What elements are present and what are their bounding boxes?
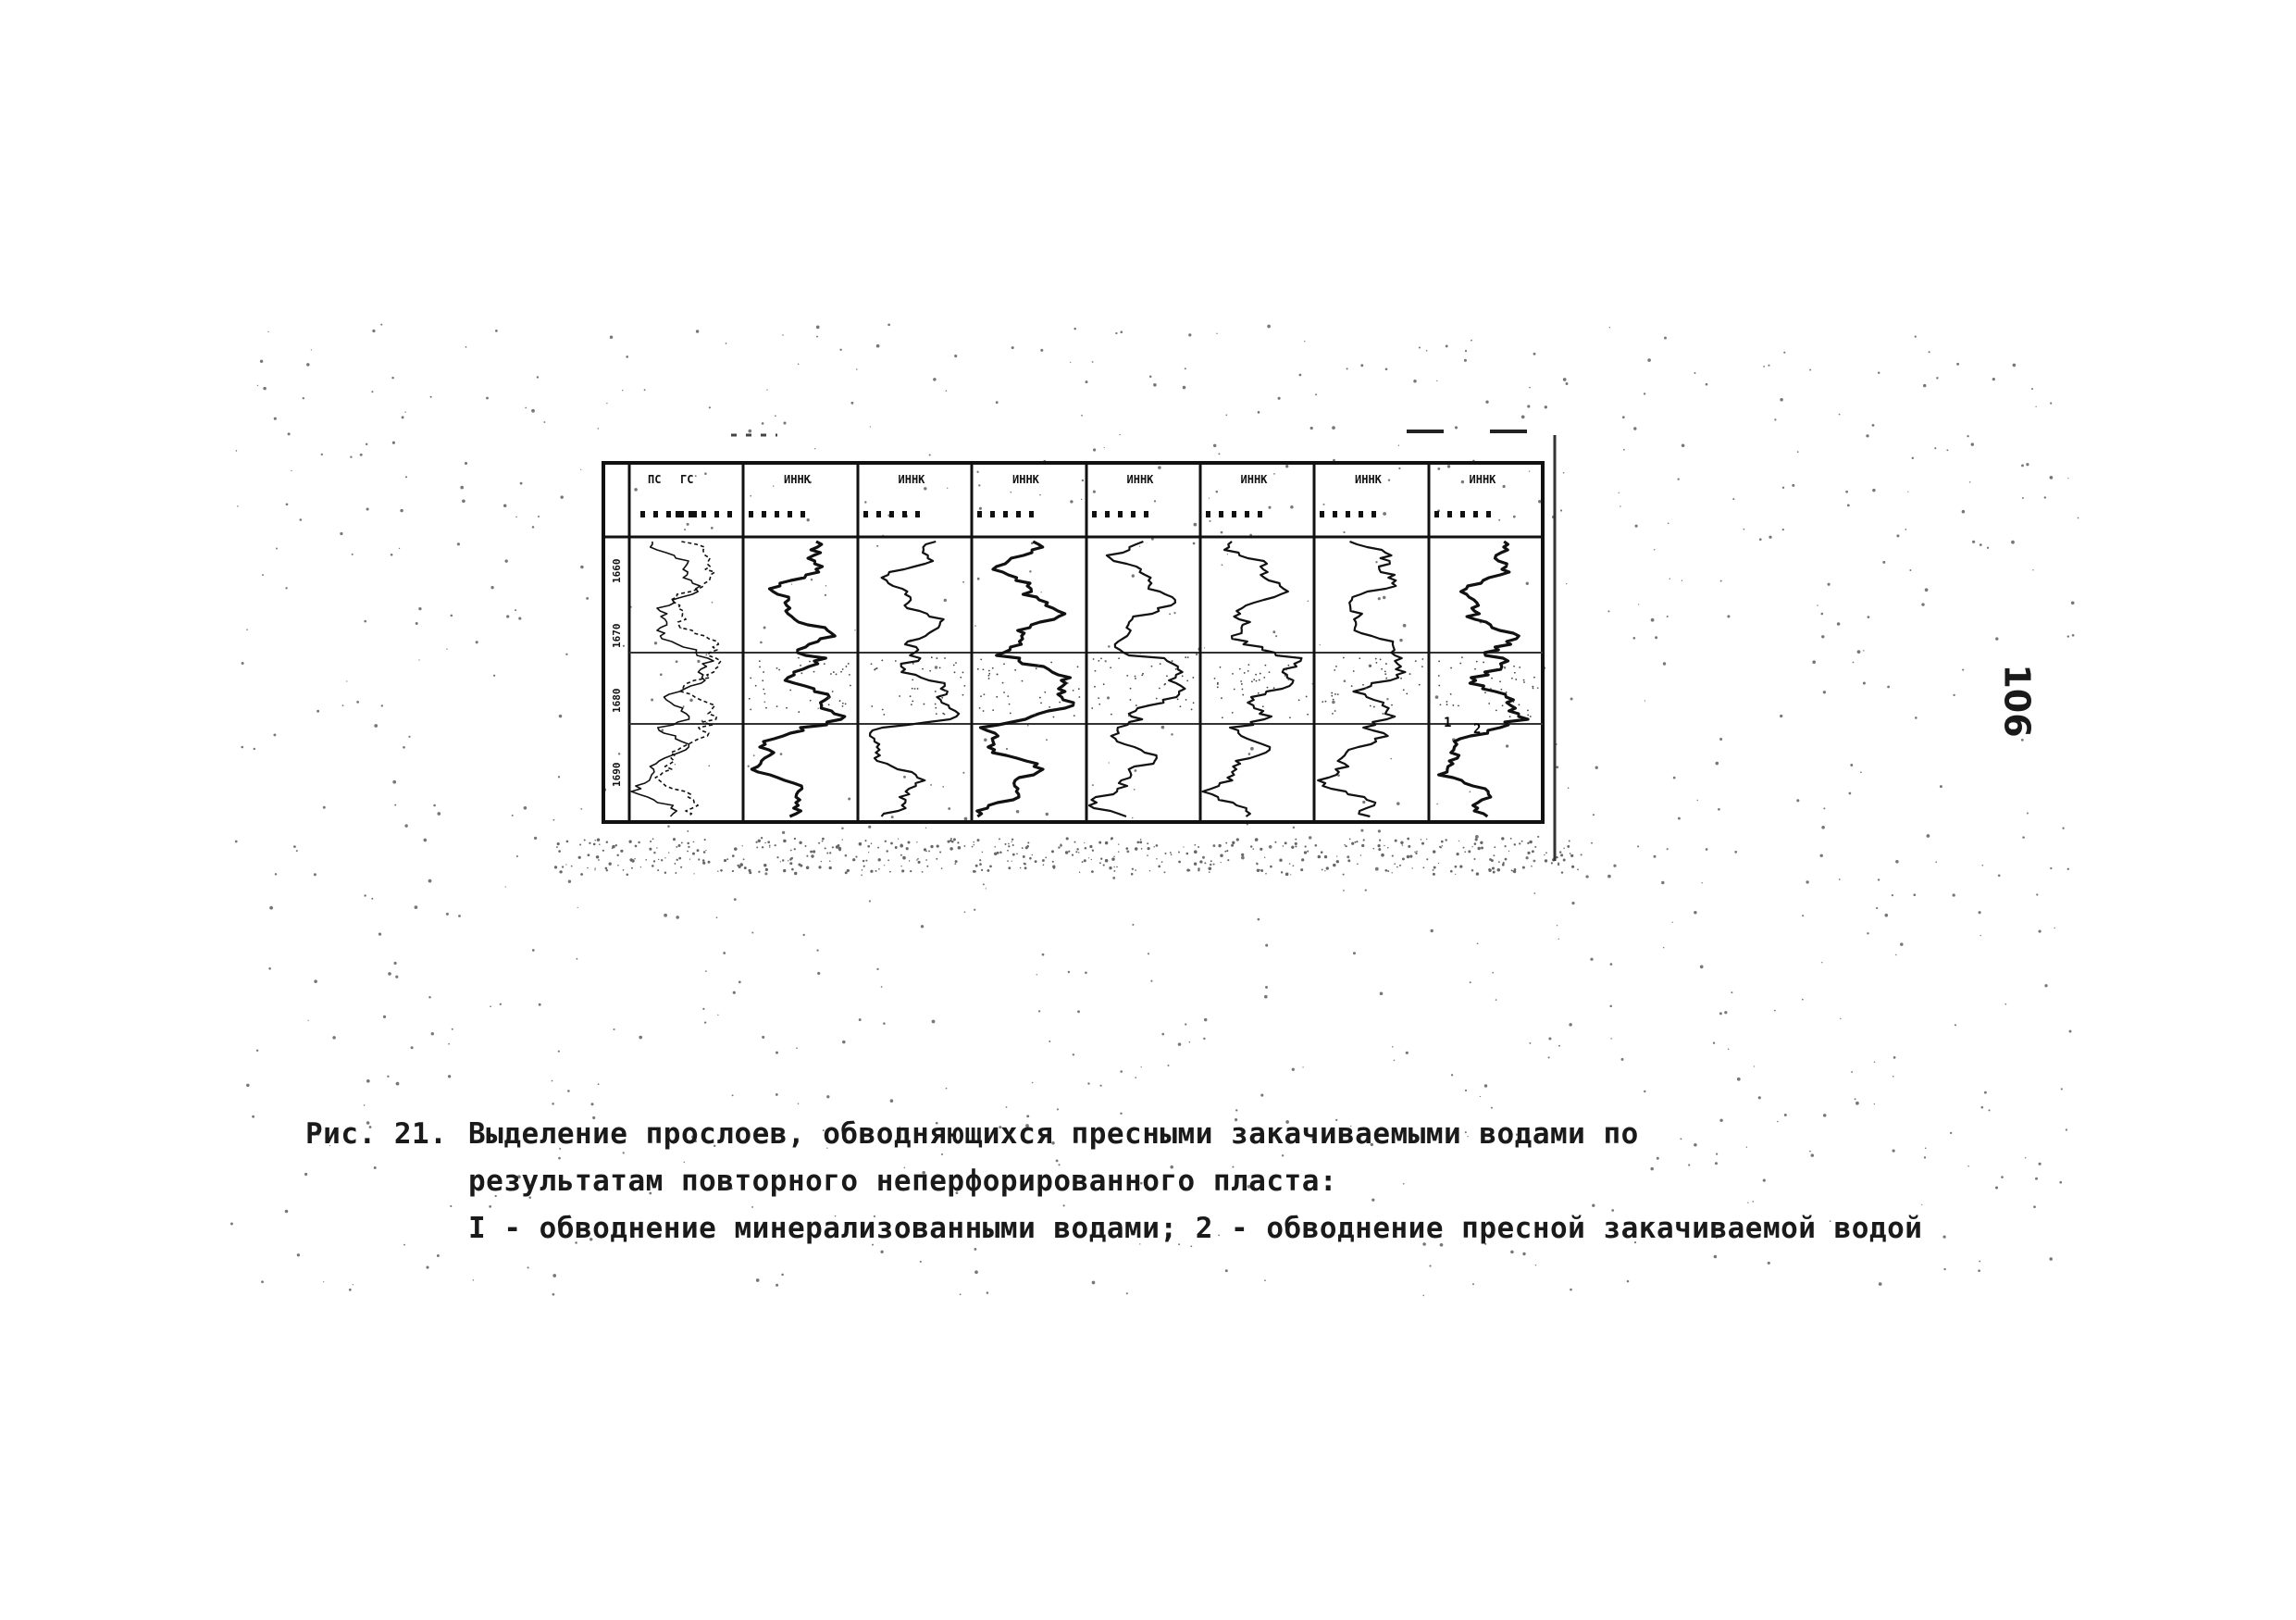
track-header-2: ИННК <box>784 473 811 486</box>
log-curve-gs <box>655 542 721 816</box>
track-header-4: ИННК <box>1012 473 1039 486</box>
log-curve-8 <box>1439 542 1529 816</box>
flooded-interval-shading-7 <box>1438 656 1535 717</box>
depth-label-1670: 1670 <box>611 623 623 648</box>
log-curve-6 <box>1203 542 1302 816</box>
log-curve-7 <box>1318 542 1405 816</box>
log-curve-5 <box>1089 542 1185 816</box>
depth-label-1660: 1660 <box>611 558 623 583</box>
log-curve-4 <box>977 542 1074 816</box>
page-number: 106 <box>1996 664 2038 738</box>
figure-caption <box>305 1111 2064 1252</box>
well-log-figure <box>592 398 1592 879</box>
caption-legend: I - обводнение минерализованными водами; 2 - обводнение пресной закачиваемой водой <box>468 1212 1923 1245</box>
track-header-1: ГС <box>680 473 694 486</box>
track-header-5: ИННК <box>1126 473 1154 486</box>
depth-label-1690: 1690 <box>611 762 623 787</box>
log-curve-3 <box>870 542 959 816</box>
marker-2: 2 <box>1473 722 1482 737</box>
track-header-6: ИННК <box>1240 473 1268 486</box>
caption-line-1 <box>305 1111 2064 1158</box>
track-header-7: ИННК <box>1355 473 1382 486</box>
track-header-3: ИННК <box>898 473 925 486</box>
track-header-0: ПС <box>648 473 662 486</box>
caption-line-2: результатам повторного неперфорированного пласта: <box>468 1165 1338 1198</box>
figure-label: Рис. 21. <box>305 1117 448 1151</box>
flooded-interval-shading-2 <box>871 656 966 715</box>
track-header-8: ИННК <box>1469 473 1496 486</box>
log-curve-2 <box>751 542 844 816</box>
marker-1: 1 <box>1444 716 1452 730</box>
flooded-interval-shading-6 <box>1322 657 1423 718</box>
caption-title: Выделение прослоев, обводняющихся пресными закачиваемыми водами по <box>468 1117 1639 1151</box>
depth-label-1680: 1680 <box>611 688 623 713</box>
